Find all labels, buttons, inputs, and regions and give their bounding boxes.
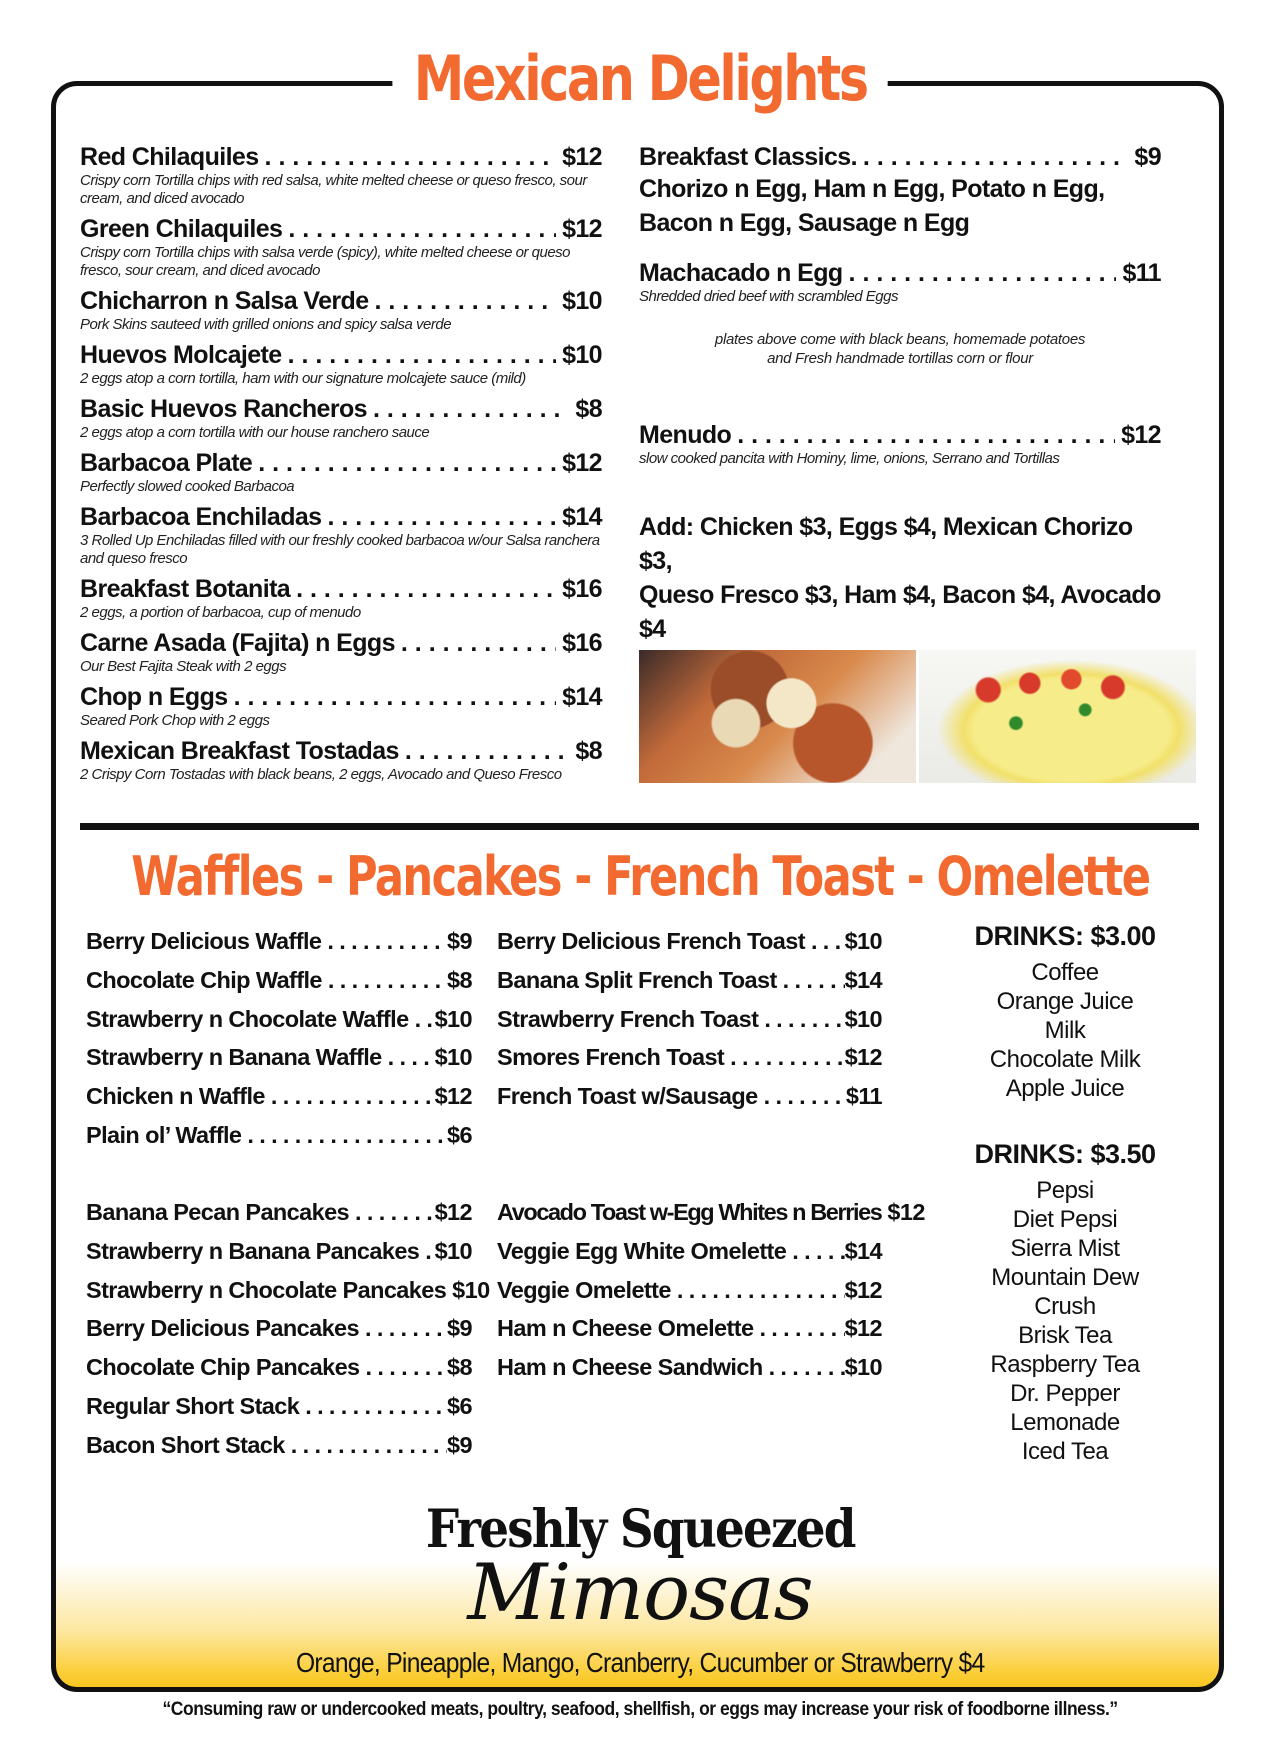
- drink-item: Milk: [1044, 1017, 1086, 1044]
- list-item: [497, 1271, 882, 1310]
- list-item: [86, 961, 472, 1000]
- menu-item: [80, 574, 602, 622]
- item-description: 2 eggs, a portion of barbacoa, cup of menudo: [80, 604, 361, 621]
- item-name: Basic Huevos Rancheros: [80, 395, 367, 423]
- list-item: [86, 1348, 472, 1387]
- dot-leader: [769, 1348, 845, 1387]
- item-price: $12: [562, 449, 602, 477]
- list-item: [497, 1193, 925, 1232]
- drinks-heading: DRINKS: $3.00: [974, 921, 1156, 951]
- item-price: $10: [434, 1044, 472, 1071]
- item-price: $6: [447, 1121, 472, 1148]
- item-name: Chicken n Waffle: [86, 1083, 265, 1110]
- drink-item: Mountain Dew: [991, 1264, 1139, 1291]
- dot-leader: [291, 1426, 447, 1465]
- breakfast-classics-item: [639, 142, 1161, 240]
- dot-leader: [327, 922, 447, 961]
- item-name: French Toast w/Sausage: [497, 1083, 758, 1110]
- menu-item: [80, 682, 602, 730]
- dot-leader: [375, 286, 557, 316]
- menu-item: [80, 502, 602, 568]
- pancakes-list: [86, 1193, 490, 1465]
- dot-leader: [373, 394, 569, 424]
- dot-leader: [730, 1038, 844, 1077]
- item-description: Perfectly slowed cooked Barbacoa: [80, 478, 295, 495]
- item-price: $12: [844, 1315, 882, 1342]
- dot-leader: [288, 214, 556, 244]
- item-price: $10: [434, 1005, 472, 1032]
- dot-leader: [305, 1387, 447, 1426]
- list-item: [86, 1232, 472, 1271]
- dot-leader: [366, 1348, 448, 1387]
- dot-leader: [288, 340, 556, 370]
- drink-item: Iced Tea: [1021, 1438, 1109, 1465]
- drink-item: Raspberry Tea: [990, 1351, 1140, 1378]
- item-price: $10: [562, 341, 602, 369]
- mimosas-script-title: Mimosas: [467, 1548, 813, 1638]
- dot-leader: [365, 1309, 447, 1348]
- menu-item: [80, 628, 602, 676]
- item-name: Veggie Omelette: [497, 1276, 671, 1303]
- dot-leader: [737, 420, 1115, 450]
- item-name: Huevos Molcajete: [80, 341, 282, 369]
- item-price: $6: [447, 1392, 472, 1419]
- item-name: Strawberry French Toast: [497, 1005, 759, 1032]
- drink-item: Sierra Mist: [1010, 1235, 1120, 1262]
- item-description: Crispy corn Tortilla chips with red salsa, white melted cheese or queso fresco, sour cream, and diced avocado: [80, 172, 587, 207]
- item-price: $14: [844, 1237, 882, 1264]
- item-description: 3 Rolled Up Enchiladas filled with our freshly cooked barbacoa w/our Salsa ranchera and queso fresco: [80, 532, 600, 567]
- menu-item: [80, 340, 602, 388]
- item-name: Strawberry n Chocolate Pancakes: [86, 1276, 447, 1303]
- mimosa-flavors: [0, 1645, 1280, 1681]
- item-name: Breakfast Botanita: [80, 575, 291, 603]
- item-name: Smores French Toast: [497, 1044, 725, 1071]
- item-name: Ham n Cheese Sandwich: [497, 1354, 763, 1381]
- item-name: Chicharron n Salsa Verde: [80, 287, 369, 315]
- plates-note-line: and Fresh handmade tortillas corn or flour: [767, 350, 1033, 367]
- item-description: Crispy corn Tortilla chips with salsa verde (spicy), white melted cheese or queso fresco, sour cream, and diced avocado: [80, 244, 571, 279]
- dot-leader: [234, 682, 557, 712]
- banana-pecan-pancakes-photo: [639, 650, 916, 783]
- item-name: Menudo: [639, 421, 732, 449]
- list-item: [497, 1000, 882, 1039]
- item-description: Shredded dried beef with scrambled Eggs: [639, 288, 898, 305]
- section-divider: [80, 823, 1199, 830]
- item-price: $12: [1121, 421, 1161, 449]
- drink-item: Brisk Tea: [1018, 1322, 1112, 1349]
- item-price: $8: [575, 395, 602, 423]
- item-price: $14: [562, 683, 602, 711]
- dot-leader: [296, 574, 556, 604]
- item-name: Regular Short Stack: [86, 1392, 300, 1419]
- item-name: Banana Pecan Pancakes: [86, 1199, 350, 1225]
- list-item: [86, 1116, 472, 1155]
- dot-leader: [415, 1000, 435, 1039]
- menu-item: [80, 448, 602, 496]
- drink-item: Crush: [1034, 1293, 1096, 1320]
- drink-item: Orange Juice: [996, 988, 1134, 1015]
- list-item: [86, 922, 472, 961]
- item-name: Barbacoa Plate: [80, 449, 253, 477]
- dot-leader: [783, 961, 845, 1000]
- item-name: Chocolate Chip Pancakes: [86, 1354, 360, 1381]
- list-item: [86, 1271, 490, 1310]
- list-item: [86, 1309, 472, 1348]
- item-name: Barbacoa Enchiladas: [80, 503, 322, 531]
- list-item: [497, 1348, 882, 1387]
- dot-leader: [811, 922, 845, 961]
- item-price: $12: [844, 1044, 882, 1071]
- drinks-3-50: [950, 1136, 1180, 1466]
- veggie-omelette-photo: [919, 650, 1196, 783]
- item-name: Strawberry n Banana Pancakes: [86, 1237, 420, 1264]
- item-name: Berry Delicious French Toast: [497, 928, 805, 954]
- item-name: Avocado Toast w-Egg Whites n Berries: [497, 1199, 882, 1225]
- dot-leader: [863, 142, 1128, 172]
- list-item: [497, 1038, 882, 1077]
- add-ons-line: Queso Fresco $3, Ham $4, Bacon $4, Avocado $4: [639, 581, 1161, 643]
- item-name: Red Chilaquiles: [80, 143, 259, 171]
- breakfast-classics-options: Chorizo n Egg, Ham n Egg, Potato n Egg,: [639, 175, 1105, 203]
- menu-item: [639, 258, 1161, 306]
- item-name: Mexican Breakfast Tostadas: [80, 737, 399, 765]
- item-price: $10: [452, 1276, 490, 1303]
- item-price: $10: [844, 1354, 882, 1381]
- dot-leader: [677, 1271, 845, 1310]
- plates-note-line: plates above come with black beans, homemade potatoes: [714, 331, 1086, 348]
- item-name: Breakfast Classics.: [639, 143, 857, 171]
- item-description: 2 eggs atop a corn tortilla with our house ranchero sauce: [80, 424, 430, 441]
- item-name: Machacado n Egg: [639, 259, 843, 287]
- omelettes-list: [497, 1193, 925, 1387]
- mimosas-heading-line: Freshly Squeezed: [425, 1499, 855, 1560]
- dot-leader: [265, 142, 557, 172]
- menu-item: [639, 420, 1161, 468]
- drink-item: Chocolate Milk: [989, 1046, 1141, 1073]
- item-name: Plain ol’ Waffle: [86, 1121, 242, 1148]
- item-price: $8: [447, 966, 472, 993]
- item-price: $9: [447, 928, 472, 954]
- drink-item: Lemonade: [1010, 1409, 1120, 1436]
- item-price: $12: [562, 215, 602, 243]
- drink-item: Apple Juice: [1005, 1075, 1125, 1102]
- item-name: Ham n Cheese Omelette: [497, 1315, 754, 1342]
- breakfast-section-title: [0, 842, 1280, 912]
- item-price: $12: [562, 143, 602, 171]
- section-title: Waffles - Pancakes - French Toast - Omelette: [130, 845, 1150, 908]
- list-item: [86, 1387, 472, 1426]
- dot-leader: [764, 1000, 844, 1039]
- item-description: slow cooked pancita with Hominy, lime, onions, Serrano and Tortillas: [639, 450, 1060, 467]
- item-name: Bacon Short Stack: [86, 1431, 285, 1458]
- item-price: $10: [562, 287, 602, 315]
- item-price: $12: [887, 1199, 925, 1225]
- drink-item: Dr. Pepper: [1010, 1380, 1120, 1407]
- add-ons-line: Add: Chicken $3, Eggs $4, Mexican Chorizo $3,: [639, 513, 1133, 575]
- section-title: Mexican Delights: [392, 38, 888, 120]
- food-safety-disclaimer: [0, 1697, 1280, 1723]
- add-ons: [639, 510, 1161, 646]
- dot-leader: [271, 1077, 435, 1116]
- dot-leader: [425, 1232, 434, 1271]
- item-name: Chocolate Chip Waffle: [86, 966, 322, 993]
- item-name: Banana Split French Toast: [497, 966, 777, 993]
- menu-item: [80, 736, 602, 784]
- food-photos: [639, 650, 1196, 783]
- dot-leader: [849, 258, 1117, 288]
- item-price: $10: [844, 928, 882, 954]
- list-item: [497, 1232, 882, 1271]
- menu-item: [80, 394, 602, 442]
- list-item: [86, 1193, 472, 1232]
- item-description: Our Best Fajita Steak with 2 eggs: [80, 658, 287, 675]
- mexican-left-column: [80, 142, 602, 790]
- dot-leader: [401, 628, 556, 658]
- plates-note: [639, 330, 1161, 368]
- item-price: $12: [434, 1083, 472, 1110]
- list-item: [86, 1000, 472, 1039]
- item-name: Chop n Eggs: [80, 683, 228, 711]
- dot-leader: [258, 448, 556, 478]
- drink-item: Diet Pepsi: [1012, 1206, 1118, 1233]
- dot-leader: [764, 1077, 846, 1116]
- mimosa-flavors-text: Orange, Pineapple, Mango, Cranberry, Cucumber or Strawberry $4: [295, 1647, 985, 1678]
- list-item: [86, 1038, 472, 1077]
- item-name: Green Chilaquiles: [80, 215, 283, 243]
- item-price: $9: [1134, 143, 1161, 171]
- disclaimer-text: “Consuming raw or undercooked meats, poultry, seafood, shellfish, or eggs may increase your risk of foodborne illness.”: [162, 1699, 1118, 1720]
- breakfast-classics-options: Bacon n Egg, Sausage n Egg: [639, 209, 970, 237]
- dot-leader: [247, 1116, 447, 1155]
- item-price: $9: [447, 1315, 472, 1342]
- drinks-3-00: [950, 918, 1180, 1103]
- item-price: $12: [434, 1199, 472, 1225]
- menu-item: [80, 142, 602, 208]
- list-item: [497, 1309, 882, 1348]
- dot-leader: [759, 1309, 844, 1348]
- waffles-list: [86, 922, 472, 1155]
- item-name: Veggie Egg White Omelette: [497, 1237, 787, 1264]
- item-price: $11: [1122, 259, 1161, 287]
- dot-leader: [327, 502, 556, 532]
- dot-leader: [388, 1038, 435, 1077]
- item-name: Carne Asada (Fajita) n Eggs: [80, 629, 395, 657]
- drink-item: Pepsi: [1036, 1177, 1094, 1204]
- item-price: $8: [447, 1354, 472, 1381]
- dot-leader: [328, 961, 447, 1000]
- item-price: $8: [575, 737, 602, 765]
- item-price: $16: [562, 629, 602, 657]
- dot-leader: [405, 736, 570, 766]
- item-description: Seared Pork Chop with 2 eggs: [80, 712, 270, 729]
- item-price: $14: [562, 503, 602, 531]
- drink-item: Coffee: [1031, 959, 1099, 986]
- drinks-heading: DRINKS: $3.50: [974, 1139, 1156, 1169]
- item-name: Strawberry n Banana Waffle: [86, 1044, 382, 1071]
- dot-leader: [792, 1232, 844, 1271]
- dot-leader: [355, 1193, 435, 1232]
- list-item: [86, 1426, 472, 1465]
- menu-item: [80, 286, 602, 334]
- item-description: 2 Crispy Corn Tostadas with black beans, 2 eggs, Avocado and Queso Fresco: [80, 766, 562, 783]
- item-description: 2 eggs atop a corn tortilla, ham with our signature molcajete sauce (mild): [80, 370, 526, 387]
- item-name: Strawberry n Chocolate Waffle: [86, 1005, 409, 1032]
- mexican-right-column: [639, 142, 1161, 646]
- french-toast-list: [497, 922, 882, 1116]
- list-item: [497, 1077, 882, 1116]
- menu-item: [80, 214, 602, 280]
- item-name: Berry Delicious Waffle: [86, 928, 322, 954]
- item-price: $11: [845, 1083, 882, 1110]
- item-price: $10: [434, 1237, 472, 1264]
- item-price: $12: [844, 1276, 882, 1303]
- list-item: [497, 961, 882, 1000]
- item-price: $14: [844, 966, 882, 993]
- item-price: $9: [447, 1431, 472, 1458]
- item-name: Berry Delicious Pancakes: [86, 1315, 359, 1342]
- list-item: [497, 922, 882, 961]
- list-item: [86, 1077, 472, 1116]
- item-description: Pork Skins sauteed with grilled onions and spicy salsa verde: [80, 316, 452, 333]
- item-price: $16: [562, 575, 602, 603]
- item-price: $10: [844, 1005, 882, 1032]
